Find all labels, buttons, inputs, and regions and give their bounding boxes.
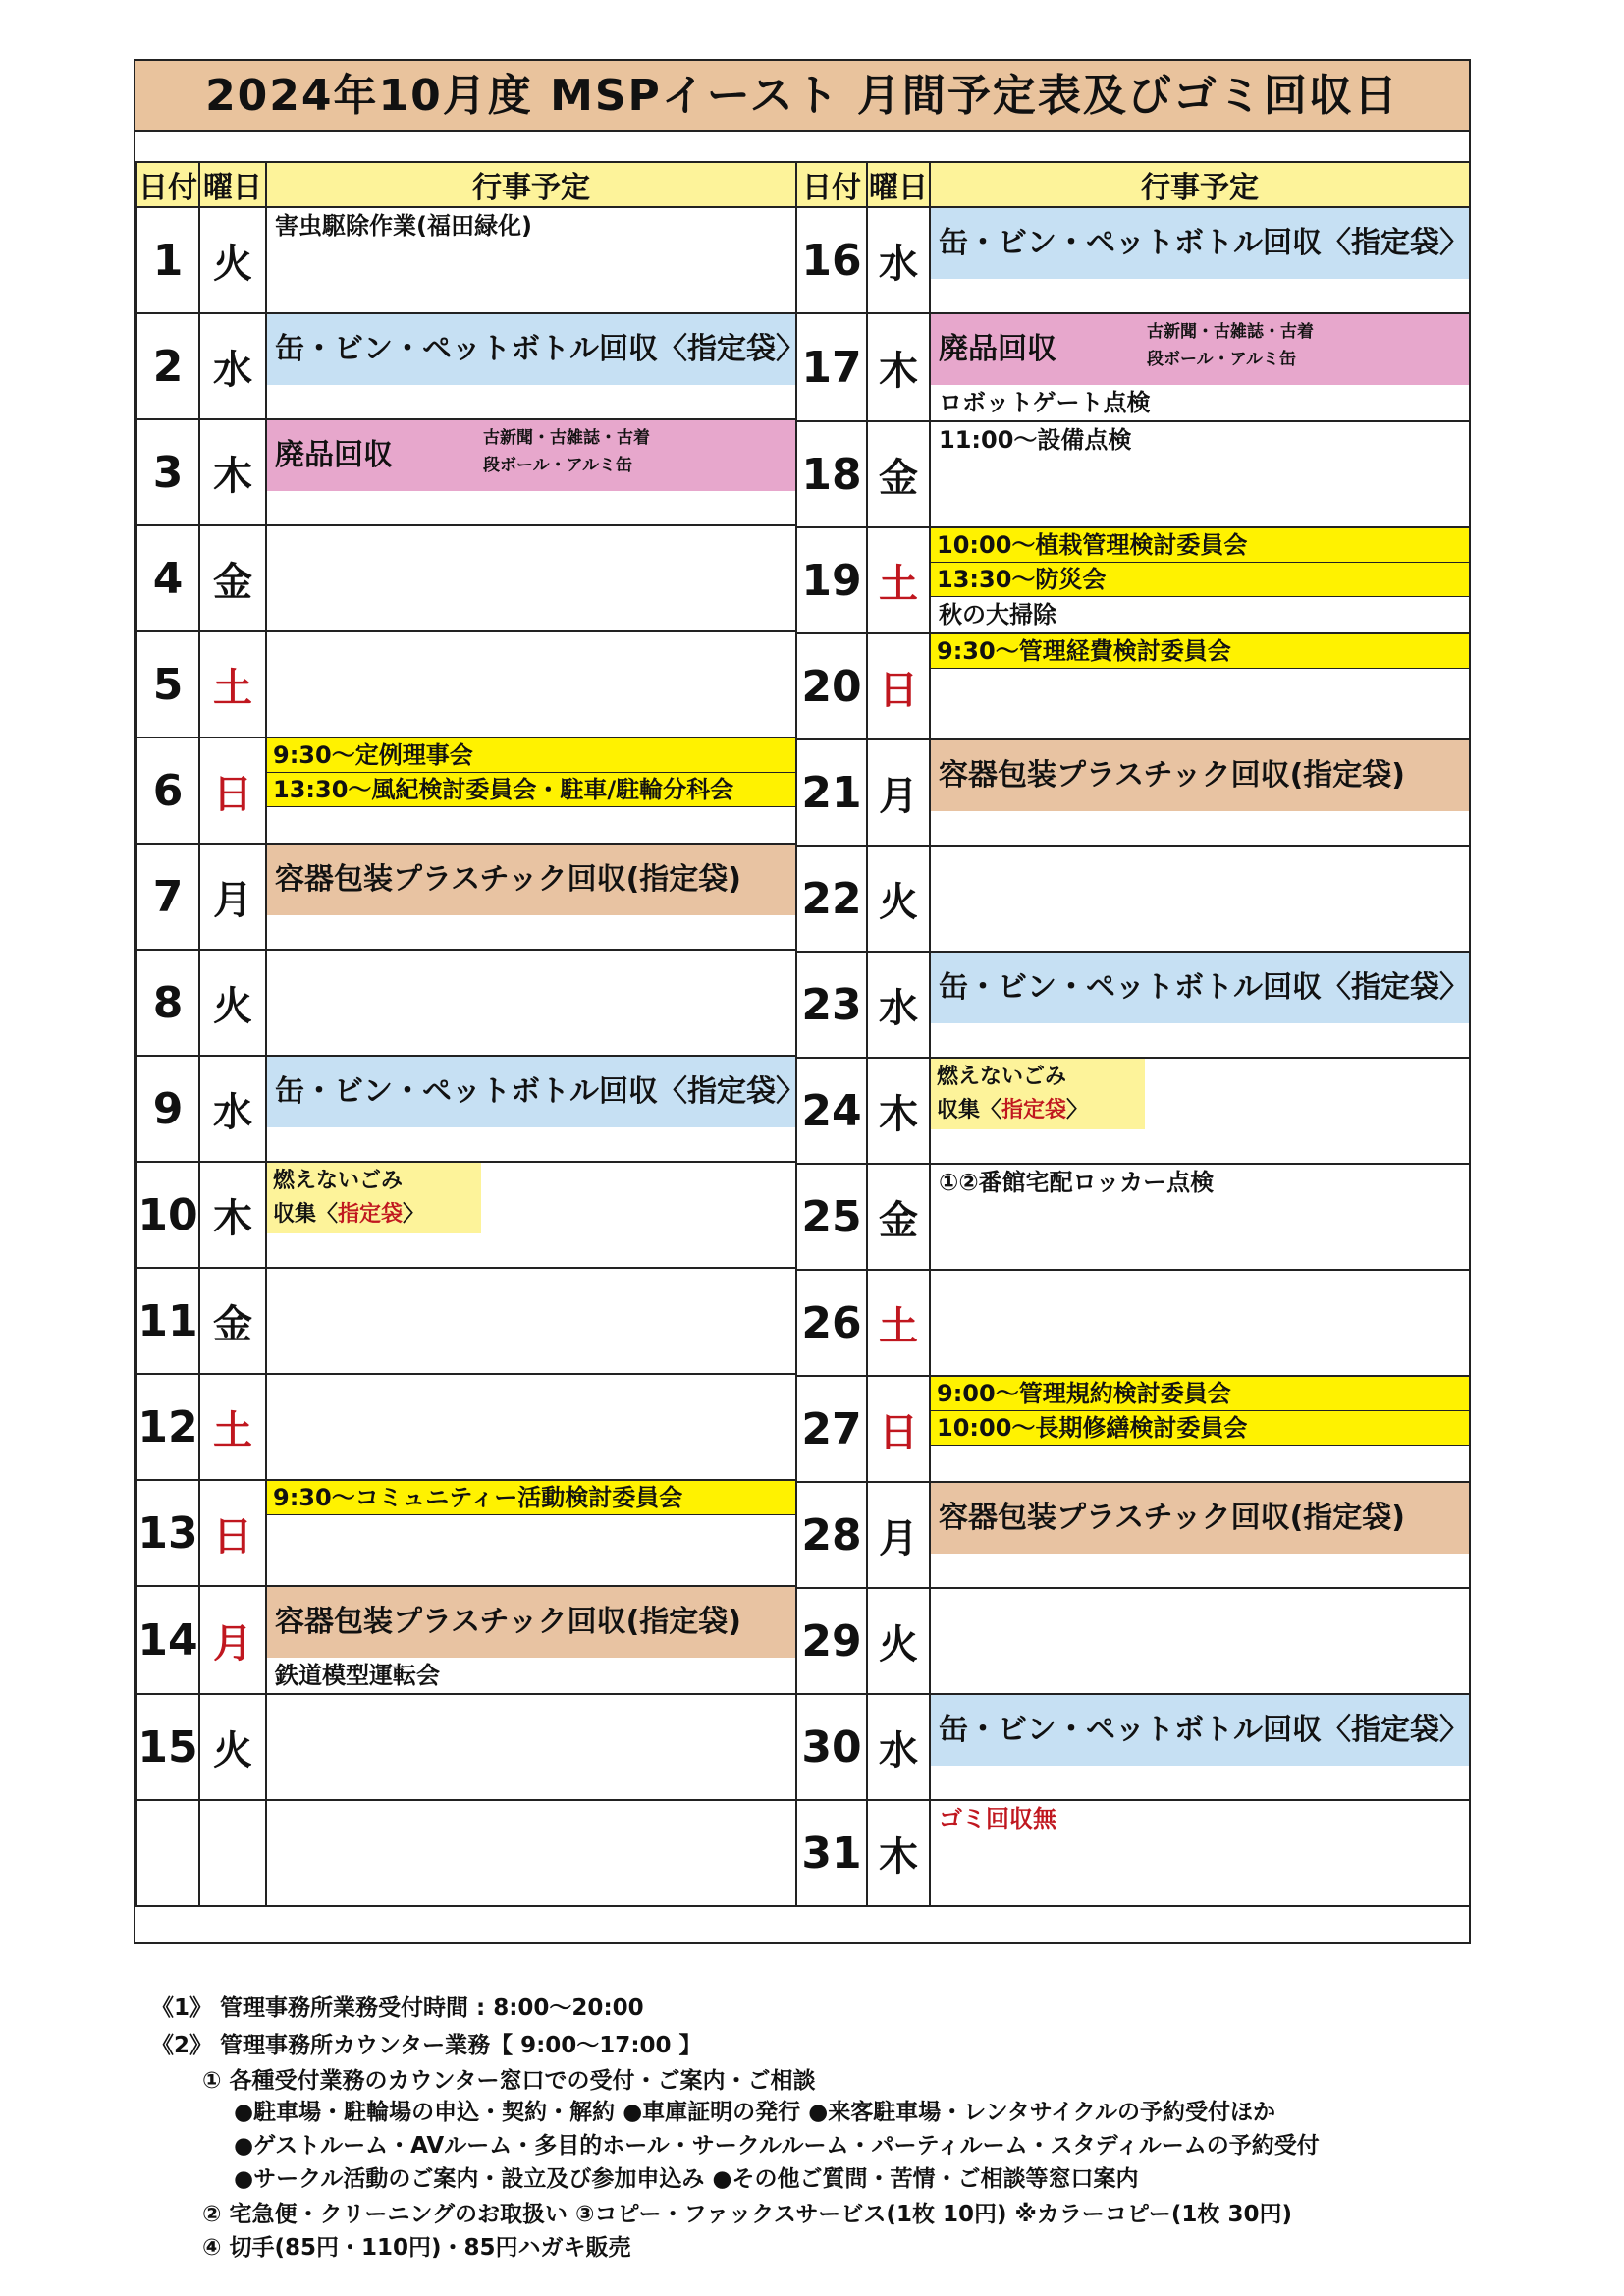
day-of-week: 月 <box>199 1586 266 1694</box>
header-dow: 曜日 <box>199 162 266 207</box>
collection-bar-plastic: 容器包装プラスチック回収(指定袋) <box>931 1483 1469 1554</box>
events-cell <box>266 1694 796 1800</box>
events-list <box>931 1801 1469 1905</box>
events-list <box>267 951 795 1055</box>
page-title: 2024年10月度 MSPイースト 月間予定表及びゴミ回収日 <box>135 61 1469 132</box>
day-of-week: 木 <box>199 1162 266 1268</box>
collection-bar-cans-bottles: 缶・ビン・ペットボトル回収〈指定袋〉 <box>267 314 795 385</box>
events-cell <box>266 1586 796 1694</box>
day-of-week: 月 <box>867 739 930 846</box>
note-line: ●駐車場・駐輪場の申込・契約・解約 ●車庫証明の発行 ●来客駐車場・レンタサイクルの予約受付ほか <box>234 2100 1275 2125</box>
day-row <box>796 1058 1470 1164</box>
events-cell <box>930 1376 1470 1482</box>
collection-label <box>273 1198 475 1231</box>
note-line: 《1》 管理事務所業務受付時間 : 8:00～20:00 <box>151 1995 644 2021</box>
day-of-week: 土 <box>199 1374 266 1480</box>
day-number: 14 <box>136 1586 199 1694</box>
day-number: 10 <box>136 1162 199 1268</box>
day-of-week: 月 <box>867 1482 930 1588</box>
events-cell <box>930 1164 1470 1270</box>
collection-label-part: 収集〈 <box>937 1098 1002 1122</box>
events-list <box>267 845 795 949</box>
events-list <box>267 1801 795 1905</box>
day-row <box>136 419 796 525</box>
event-text: ロボットゲート点検 <box>939 389 1151 416</box>
events-cell <box>266 419 796 525</box>
events-cell <box>266 1268 796 1374</box>
events-cell <box>930 633 1470 739</box>
events-list <box>267 208 795 312</box>
events-cell <box>266 1374 796 1480</box>
events-cell <box>930 846 1470 952</box>
meeting-bar: 13:30～防災会 <box>931 563 1469 597</box>
day-number: 22 <box>796 846 867 952</box>
day-row <box>796 1694 1470 1800</box>
schedule-table-right <box>795 161 1471 1907</box>
events-cell <box>266 631 796 738</box>
day-row <box>796 739 1470 846</box>
day-of-week: 水 <box>199 313 266 419</box>
day-number: 23 <box>796 952 867 1058</box>
schedule-sheet <box>134 59 1471 2261</box>
day-number: 9 <box>136 1056 199 1162</box>
collection-label: 燃えないごみ <box>273 1169 404 1193</box>
day-of-week: 土 <box>867 1270 930 1376</box>
day-row <box>136 950 796 1056</box>
event-text: 秋の大掃除 <box>939 601 1056 629</box>
collection-label-part: 収集〈 <box>273 1202 339 1227</box>
events-list <box>267 1587 795 1693</box>
day-of-week: 火 <box>867 846 930 952</box>
day-of-week: 木 <box>867 1800 930 1906</box>
events-cell <box>930 313 1470 421</box>
events-cell <box>930 1694 1470 1800</box>
events-list <box>931 1059 1469 1163</box>
events-list <box>267 1695 795 1799</box>
day-row <box>796 633 1470 739</box>
collection-bar-cans-bottles: 缶・ビン・ペットボトル回収〈指定袋〉 <box>931 208 1469 279</box>
day-number: 25 <box>796 1164 867 1270</box>
events-cell <box>930 1800 1470 1906</box>
events-list <box>931 528 1469 632</box>
meeting-bar: 9:30～定例理事会 <box>267 738 795 773</box>
events-list <box>931 314 1469 420</box>
events-list <box>267 632 795 737</box>
collection-bar-recycling <box>267 420 795 491</box>
meeting-bar: 9:00～管理規約検討委員会 <box>931 1377 1469 1411</box>
header-dow: 曜日 <box>867 162 930 207</box>
events-list <box>931 422 1469 526</box>
day-of-week: 金 <box>199 1268 266 1374</box>
note-line: ② 宅急便・クリーニングのお取扱い ③コピー・ファックスサービス(1枚 10円) ※カラーコピー(1枚 30円) <box>202 2202 1292 2227</box>
collection-label-part: 〉 <box>403 1202 425 1227</box>
day-number: 30 <box>796 1694 867 1800</box>
events-cell <box>930 421 1470 527</box>
day-number: 12 <box>136 1374 199 1480</box>
day-row <box>136 1056 796 1162</box>
day-of-week: 日 <box>867 1376 930 1482</box>
day-row <box>796 1376 1470 1482</box>
events-list <box>267 738 795 843</box>
designated-bag-label: 指定袋 <box>1001 1098 1067 1122</box>
events-cell <box>930 207 1470 313</box>
meeting-bar: 9:30～管理経費検討委員会 <box>931 634 1469 669</box>
designated-bag-label: 指定袋 <box>338 1202 404 1227</box>
day-number: 28 <box>796 1482 867 1588</box>
events-list <box>267 1269 795 1373</box>
collection-items-line: 古新聞・古雑誌・古着 <box>483 428 650 448</box>
day-row <box>136 1480 796 1586</box>
day-number: 13 <box>136 1480 199 1586</box>
header-date: 日付 <box>796 162 867 207</box>
note-line: ④ 切手(85円・110円)・85円ハガキ販売 <box>202 2235 631 2261</box>
day-of-week <box>199 1800 266 1906</box>
day-row <box>136 844 796 950</box>
events-list <box>267 1057 805 1161</box>
day-row <box>136 1800 796 1906</box>
day-of-week: 日 <box>199 738 266 844</box>
events-cell <box>930 527 1470 633</box>
day-number: 11 <box>136 1268 199 1374</box>
day-row <box>136 207 796 313</box>
day-of-week: 水 <box>867 207 930 313</box>
day-of-week: 土 <box>199 631 266 738</box>
day-row <box>796 846 1470 952</box>
day-of-week: 金 <box>199 525 266 631</box>
day-number: 2 <box>136 313 199 419</box>
collection-bar-plastic: 容器包装プラスチック回収(指定袋) <box>267 845 795 915</box>
day-row <box>796 207 1470 313</box>
events-list <box>931 1271 1469 1375</box>
collection-bar-plastic: 容器包装プラスチック回収(指定袋) <box>931 740 1469 811</box>
note-line: ●ゲストルーム・AVルーム・多目的ホール・サークルルーム・パーティルーム・スタディルームの予約受付 <box>234 2133 1320 2159</box>
events-cell <box>930 1058 1470 1164</box>
events-cell <box>266 1056 805 1162</box>
event-text: ①②番館宅配ロッカー点検 <box>939 1169 1215 1196</box>
day-number: 18 <box>796 421 867 527</box>
events-cell <box>930 952 1470 1058</box>
day-number: 1 <box>136 207 199 313</box>
events-cell <box>266 313 805 419</box>
events-cell <box>930 1588 1470 1694</box>
day-row <box>796 1800 1470 1906</box>
day-number: 21 <box>796 739 867 846</box>
day-number: 20 <box>796 633 867 739</box>
day-number: 8 <box>136 950 199 1056</box>
day-of-week: 木 <box>199 419 266 525</box>
day-number: 19 <box>796 527 867 633</box>
day-row <box>136 1694 796 1800</box>
meeting-bar: 9:30～コミュニティー活動検討委員会 <box>267 1481 795 1515</box>
events-list <box>931 208 1469 312</box>
day-row <box>136 1374 796 1480</box>
day-row <box>796 421 1470 527</box>
day-number: 3 <box>136 419 199 525</box>
event-text: 害虫駆除作業(福田緑化) <box>275 212 532 240</box>
collection-bar-nonburnable <box>931 1059 1145 1129</box>
event-text: 11:00～設備点検 <box>939 426 1132 454</box>
meeting-bar: 13:30～風紀検討委員会・駐車/駐輪分科会 <box>267 773 795 807</box>
events-list <box>931 1695 1469 1799</box>
note-line: ●サークル活動のご案内・設立及び参加申込み ●その他ご質問・苦情・ご相談等窓口案内 <box>234 2166 1139 2192</box>
day-number: 29 <box>796 1588 867 1694</box>
event-text: 鉄道模型運転会 <box>275 1662 440 1689</box>
day-row <box>796 1482 1470 1588</box>
collection-items-line: 段ボール・アルミ缶 <box>483 456 632 475</box>
events-cell <box>266 1480 796 1586</box>
day-row <box>796 527 1470 633</box>
header-events: 行事予定 <box>930 162 1470 207</box>
day-row <box>796 1164 1470 1270</box>
collection-items-line: 古新聞・古雑誌・古着 <box>1147 322 1314 342</box>
day-number: 31 <box>796 1800 867 1906</box>
events-list <box>931 1589 1469 1693</box>
day-number: 6 <box>136 738 199 844</box>
collection-bar-cans-bottles: 缶・ビン・ペットボトル回収〈指定袋〉 <box>931 953 1469 1023</box>
meeting-bar: 10:00～長期修繕検討委員会 <box>931 1411 1469 1446</box>
day-number: 26 <box>796 1270 867 1376</box>
day-row <box>136 1162 796 1268</box>
collection-label <box>937 1094 1139 1127</box>
day-of-week: 水 <box>867 1694 930 1800</box>
note-line: 《2》 管理事務所カウンター業務【 9:00～17:00 】 <box>151 2033 702 2058</box>
events-cell <box>930 1482 1470 1588</box>
day-row <box>796 952 1470 1058</box>
day-row <box>796 313 1470 421</box>
events-cell <box>266 207 796 313</box>
no-collection-note: ゴミ回収無 <box>939 1805 1056 1832</box>
day-of-week: 木 <box>867 1058 930 1164</box>
day-of-week: 月 <box>199 844 266 950</box>
events-list <box>267 1481 795 1585</box>
events-cell <box>266 525 796 631</box>
day-number: 15 <box>136 1694 199 1800</box>
collection-bar-plastic: 容器包装プラスチック回収(指定袋) <box>267 1587 795 1658</box>
events-list <box>267 1163 795 1267</box>
day-of-week: 土 <box>867 527 930 633</box>
day-row <box>136 738 796 844</box>
events-list <box>267 314 805 418</box>
note-line: ① 各種受付業務のカウンター窓口での受付・ご案内・ご相談 <box>202 2068 816 2094</box>
day-number: 24 <box>796 1058 867 1164</box>
collection-items <box>1147 318 1314 373</box>
day-row <box>136 1586 796 1694</box>
events-list <box>931 847 1469 951</box>
day-of-week: 日 <box>199 1480 266 1586</box>
day-of-week: 金 <box>867 421 930 527</box>
collection-bar-nonburnable <box>267 1163 481 1233</box>
day-number: 27 <box>796 1376 867 1482</box>
events-list <box>931 1165 1469 1269</box>
events-list <box>931 953 1469 1057</box>
collection-label: 燃えないごみ <box>937 1065 1067 1089</box>
day-number <box>136 1800 199 1906</box>
day-number: 17 <box>796 313 867 421</box>
events-cell <box>266 1800 796 1906</box>
collection-bar-recycling <box>931 314 1469 385</box>
day-of-week: 水 <box>867 952 930 1058</box>
collection-bar-cans-bottles: 缶・ビン・ペットボトル回収〈指定袋〉 <box>267 1057 795 1127</box>
day-of-week: 日 <box>867 633 930 739</box>
day-of-week: 火 <box>199 950 266 1056</box>
day-number: 5 <box>136 631 199 738</box>
header-events: 行事予定 <box>266 162 796 207</box>
day-of-week: 火 <box>199 207 266 313</box>
collection-label: 廃品回収 <box>275 438 393 472</box>
events-cell <box>930 1270 1470 1376</box>
day-row <box>136 1268 796 1374</box>
day-of-week: 木 <box>867 313 930 421</box>
events-cell <box>266 950 796 1056</box>
day-row <box>136 525 796 631</box>
header-date: 日付 <box>136 162 199 207</box>
events-list <box>931 1377 1469 1481</box>
events-cell <box>266 738 796 844</box>
events-cell <box>266 844 796 950</box>
day-of-week: 金 <box>867 1164 930 1270</box>
day-of-week: 火 <box>867 1588 930 1694</box>
events-list <box>267 420 795 524</box>
collection-items-line: 段ボール・アルミ缶 <box>1147 350 1296 369</box>
day-number: 16 <box>796 207 867 313</box>
collection-items <box>483 424 650 479</box>
events-list <box>267 1375 795 1479</box>
meeting-bar: 10:00～植栽管理検討委員会 <box>931 528 1469 563</box>
events-list <box>931 1483 1469 1587</box>
events-cell <box>266 1162 796 1268</box>
collection-bar-cans-bottles: 缶・ビン・ペットボトル回収〈指定袋〉 <box>931 1695 1469 1766</box>
events-list <box>931 740 1469 845</box>
day-of-week: 水 <box>199 1056 266 1162</box>
schedule-table-left <box>135 161 805 1907</box>
collection-label-part: 〉 <box>1066 1098 1089 1122</box>
events-cell <box>930 739 1470 846</box>
day-row <box>136 313 796 419</box>
day-of-week: 火 <box>199 1694 266 1800</box>
events-list <box>267 526 795 630</box>
day-row <box>796 1588 1470 1694</box>
day-row <box>136 631 796 738</box>
day-number: 4 <box>136 525 199 631</box>
collection-label: 廃品回収 <box>939 332 1056 366</box>
day-number: 7 <box>136 844 199 950</box>
day-row <box>796 1270 1470 1376</box>
events-list <box>931 634 1469 738</box>
